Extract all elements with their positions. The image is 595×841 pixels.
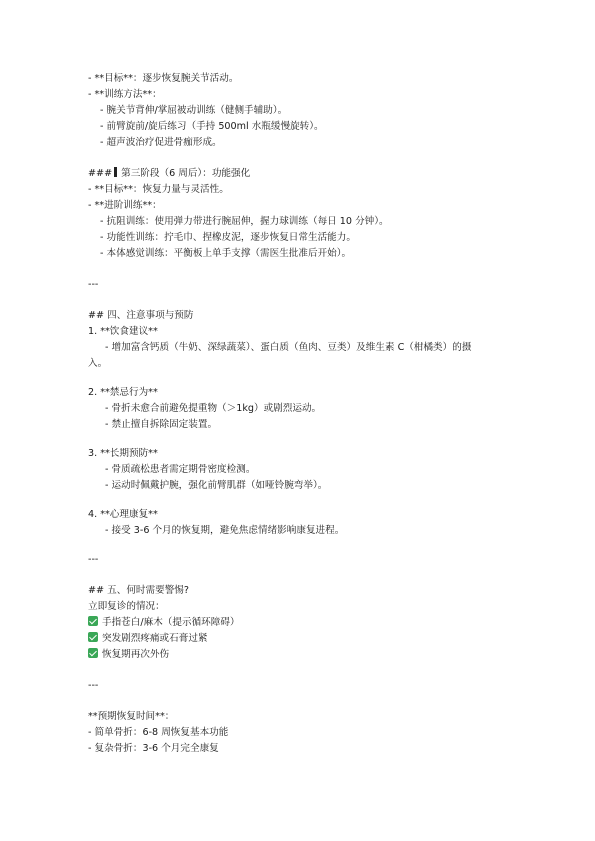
recovery-time-title: **预期恢复时间**：	[88, 711, 175, 722]
checklist-item-label: 手指苍白/麻木（提示循环障碍）	[102, 617, 240, 628]
stage-method: - **训练方法**：	[88, 89, 162, 100]
heading-marker: ###	[88, 168, 113, 179]
stage-heading	[88, 166, 548, 182]
method-item: - 功能性训练：拧毛巾、捏橡皮泥，逐步恢复日常生活能力。	[100, 232, 356, 243]
recovery-time-item: - 简单骨折：6-8 周恢复基本功能	[88, 727, 229, 738]
list-item-title: 4. **心理康复**	[88, 509, 158, 520]
check-mark-icon	[88, 648, 98, 658]
check-mark-icon	[88, 616, 98, 626]
method-item: - 前臂旋前/旋后练习（手持 500ml 水瓶缓慢旋转）。	[100, 121, 324, 132]
list-item-text: - 骨折未愈合前避免提重物（＞1kg）或剧烈运动。	[105, 403, 322, 414]
horizontal-rule: ---	[88, 680, 99, 691]
stage-heading-text: 第三阶段（6 周后）：功能强化	[121, 168, 251, 179]
method-item: - 腕关节背伸/掌屈被动训练（健侧手辅助）。	[100, 105, 288, 116]
stage-goal: - **目标**：逐步恢复腕关节活动。	[88, 73, 239, 84]
list-item-text: - 禁止擅自拆除固定装置。	[105, 419, 218, 430]
method-item: - 超声波治疗促进骨痂形成。	[100, 137, 222, 148]
stage-method: - **进阶训练**：	[88, 200, 162, 211]
section-intro: 立即复诊的情况：	[88, 601, 165, 612]
checklist-item	[88, 647, 548, 663]
checklist-item-label: 恢复期再次外伤	[102, 649, 170, 660]
horizontal-rule: ---	[88, 554, 99, 565]
checklist-item	[88, 631, 548, 647]
method-item: - 抗阻训练：使用弹力带进行腕屈伸，握力球训练（每日 10 分钟）。	[100, 216, 389, 227]
check-mark-icon	[88, 632, 98, 642]
list-item-title: 3. **长期预防**	[88, 448, 158, 459]
list-item-text: - 运动时佩戴护腕，强化前臂肌群（如哑铃腕弯举）。	[105, 480, 328, 491]
recovery-time-item: - 复杂骨折：3-6 个月完全康复	[88, 743, 219, 754]
document-body	[88, 71, 548, 757]
horizontal-rule: ---	[88, 279, 99, 290]
list-item-text: - 接受 3-6 个月的恢复期，避免焦虑情绪影响康复进程。	[105, 525, 345, 536]
list-item-title: 1. **饮食建议**	[88, 326, 158, 337]
list-item-title: 2. **禁忌行为**	[88, 387, 158, 398]
method-item: - 本体感觉训练：平衡板上单手支撑（需医生批准后开始）。	[100, 248, 352, 259]
stage-goal: - **目标**：恢复力量与灵活性。	[88, 184, 229, 195]
checklist-item-label: 突发剧烈疼痛或石膏过紧	[102, 633, 208, 644]
section-heading: ## 五、何时需要警惕?	[88, 585, 189, 596]
checklist-item	[88, 615, 548, 631]
list-item-text: - 骨质疏松患者需定期骨密度检测。	[105, 464, 256, 475]
heading-bar-icon	[114, 167, 117, 177]
list-item-text: - 增加富含钙质（牛奶、深绿蔬菜）、蛋白质（鱼肉、豆类）及维生素 C（柑橘类）的摄	[105, 342, 472, 353]
list-item-text-cont: 入。	[88, 358, 108, 369]
section-heading: ## 四、注意事项与预防	[88, 310, 194, 321]
